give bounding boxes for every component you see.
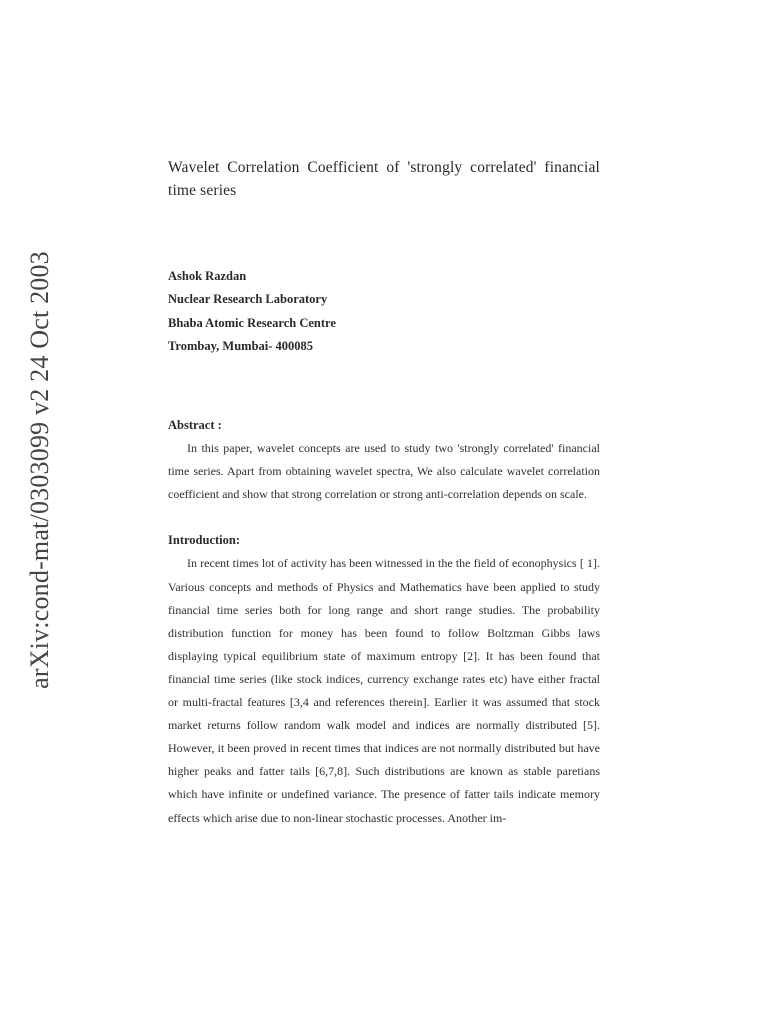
author-name: Ashok Razdan	[168, 269, 247, 283]
abstract-body: In this paper, wavelet concepts are used to study two 'strongly correlated' financial time series. Apart from obtaining wavelet spectra, We also calculate wavelet correlation coefficient and show that strong correlation or strong anti-correlation depends on scale.	[168, 441, 600, 502]
author-address: Trombay, Mumbai- 400085	[168, 338, 314, 353]
abstract-heading: Abstract :	[168, 418, 222, 433]
paper-title: Wavelet Correlation Coefficient of 'strongly correlated' financial time series	[168, 159, 600, 199]
introduction-heading: Introduction:	[168, 533, 241, 548]
arxiv-identifier-stamp	[18, 250, 62, 690]
author-affiliation-centre: Bhaba Atomic Research Centre	[168, 315, 336, 330]
author-block	[168, 265, 600, 358]
author-affiliation-lab: Nuclear Research Laboratory	[168, 292, 328, 307]
arxiv-identifier-text: arXiv:cond-mat/0303099 v2 24 Oct 2003	[25, 251, 54, 689]
paper-first-page	[168, 156, 600, 830]
introduction-body: In recent times lot of activity has been witnessed in the the field of econophysics [ 1]. Various concepts and methods of Physics and Mathematics have been applied to study financial time series both for long range and short range studies. The probability distribution function for money has been found to follow Boltzman Gibbs laws displaying typical equilibrium state of maximum entropy [2]. It has been found that financial time series (like stock indices, currency exchange rates etc) have either fractal or multi-fractal features [3,4 and references therein]. Earlier it was assumed that stock market returns follow random walk model and indices are normally distributed [5]. However, it been proved in recent times that indices are not normally distributed but have higher peaks and fatter tails [6,7,8]. Such distributions are known as stable paretians which have infinite or undefined variance. The presence of fatter tails indicate memory effects which arise due to non-linear stochastic processes. Another im-	[168, 556, 600, 825]
